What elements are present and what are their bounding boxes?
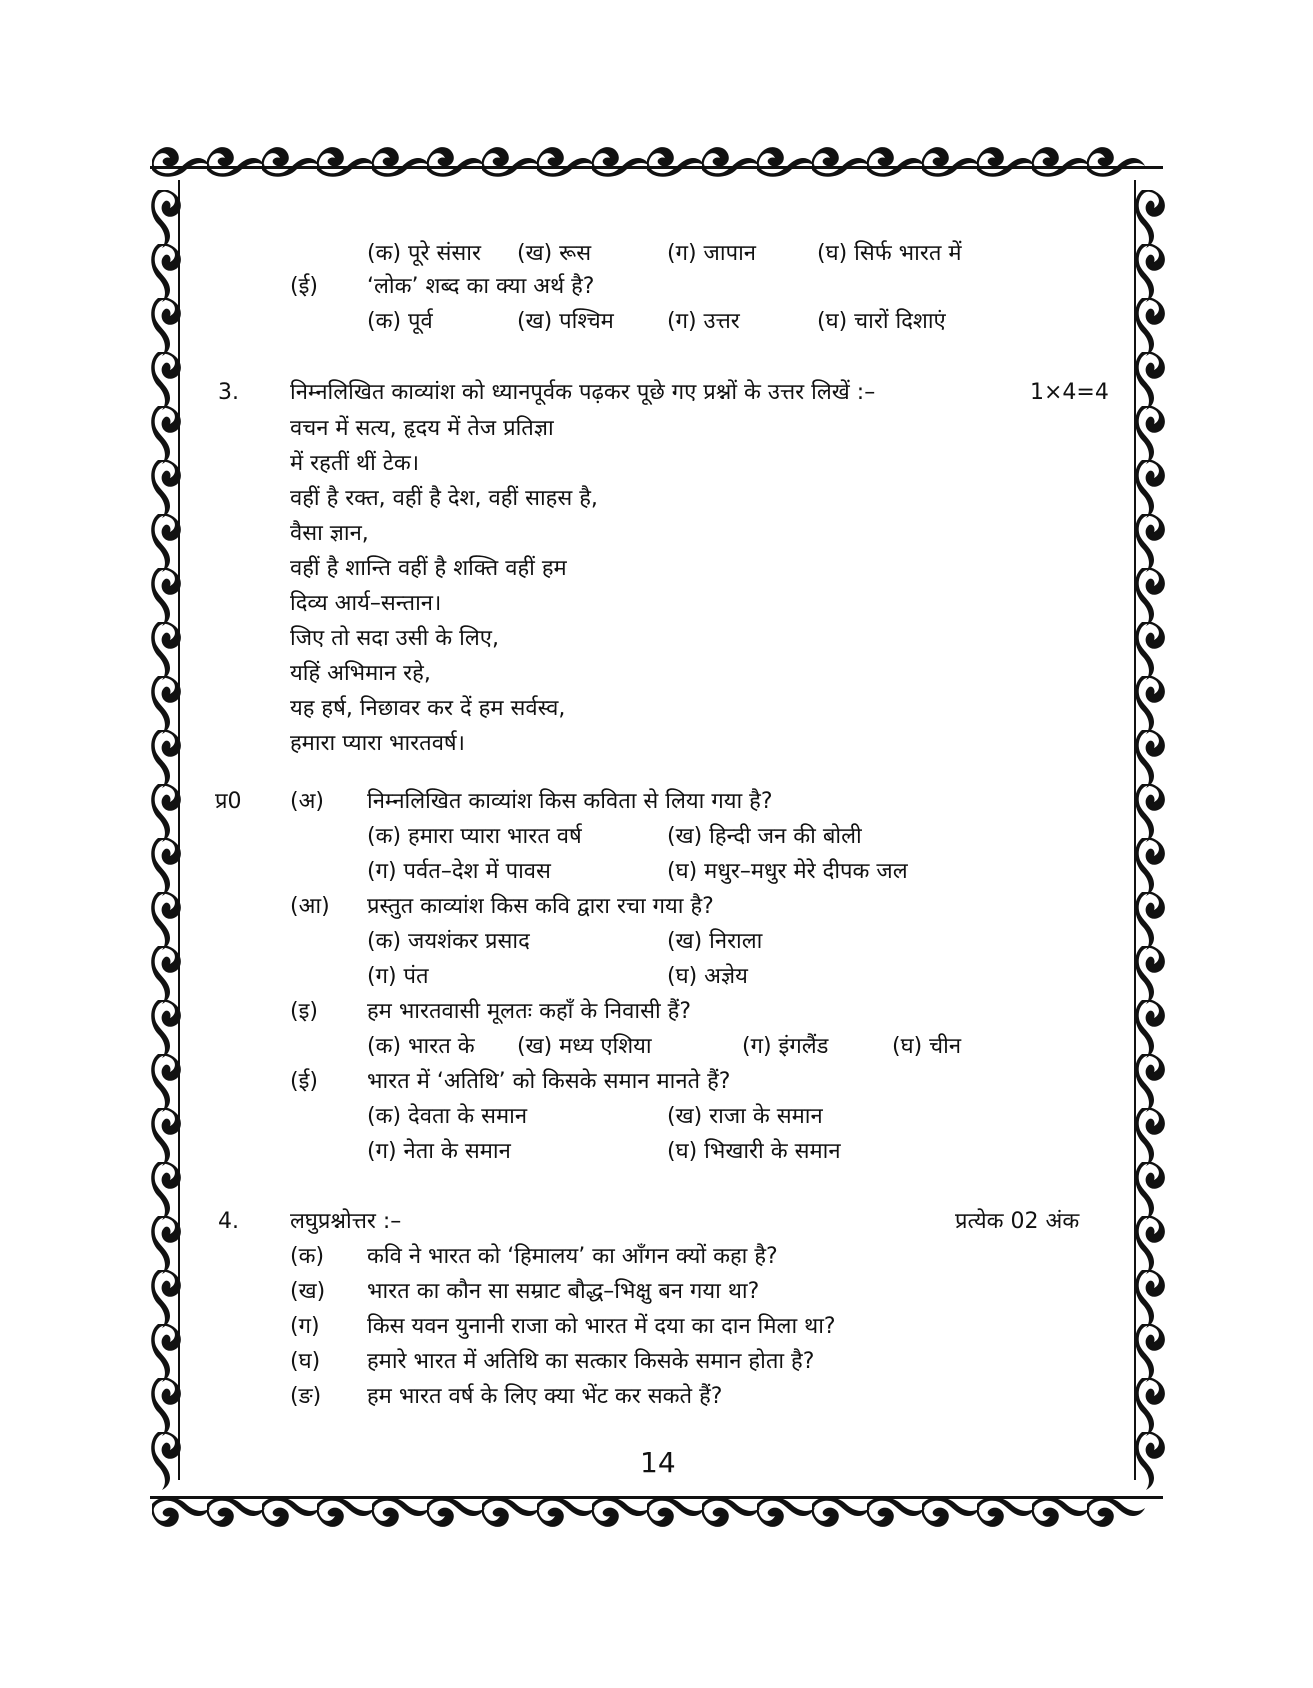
question-number: (ई) xyxy=(290,1069,318,1094)
option: (ख) पश्चिम xyxy=(517,309,614,334)
question-text: निम्नलिखित काव्यांश किस कविता से लिया गया है? xyxy=(367,789,773,814)
question-number: (क) xyxy=(290,1244,325,1269)
option: (घ) मधुर–मधुर मेरे दीपक जल xyxy=(667,859,908,884)
option: (घ) चीन xyxy=(892,1034,962,1059)
option: (घ) सिर्फ भारत में xyxy=(817,241,962,266)
option: (ख) निराला xyxy=(667,929,763,954)
question-text: भारत का कौन सा सम्राट बौद्ध–भिक्षु बन गया था? xyxy=(367,1279,760,1304)
question-number: (आ) xyxy=(290,894,330,919)
poem-line: हमारा प्यारा भारतवर्ष। xyxy=(290,731,465,756)
option: (घ) अज्ञेय xyxy=(667,964,748,989)
option: (क) पूर्व xyxy=(367,309,433,334)
question-text: ‘लोक’ शब्द का क्या अर्थ है? xyxy=(367,274,595,299)
option: (ग) जापान xyxy=(667,241,756,266)
question-number: (ङ) xyxy=(290,1384,322,1409)
question-number: (इ) xyxy=(290,999,318,1024)
question-text: प्रस्तुत काव्यांश किस कवि द्वारा रचा गया है? xyxy=(367,894,714,919)
question-text: हमारे भारत में अतिथि का सत्कार किसके समान होता है? xyxy=(367,1349,815,1374)
question-text: कवि ने भारत को ‘हिमालय’ का आँगन क्यों कहा है? xyxy=(367,1244,778,1269)
poem-line: यह हर्ष, निछावर कर दें हम सर्वस्व, xyxy=(290,696,566,721)
section-4-title: लघुप्रश्नोत्तर :– xyxy=(290,1209,402,1234)
option: (क) भारत के xyxy=(367,1034,475,1059)
question-number: (ई) xyxy=(290,274,318,299)
option: (ग) पंत xyxy=(367,964,429,989)
option: (ख) रूस xyxy=(517,241,592,266)
option: (ग) उत्तर xyxy=(667,309,740,334)
question-label: प्र0 xyxy=(215,789,242,814)
question-text: हम भारत वर्ष के लिए क्या भेंट कर सकते हैं? xyxy=(367,1384,723,1409)
option: (ख) हिन्दी जन की बोली xyxy=(667,824,862,849)
option: (क) हमारा प्यारा भारत वर्ष xyxy=(367,824,582,849)
option: (क) देवता के समान xyxy=(367,1104,528,1129)
option: (घ) चारों दिशाएं xyxy=(817,309,946,334)
option: (ख) राजा के समान xyxy=(667,1104,823,1129)
question-ee-top xyxy=(290,270,318,304)
poem-line: में रहतीं थीं टेक। xyxy=(290,451,420,476)
option: (घ) भिखारी के समान xyxy=(667,1139,841,1164)
section-4-number: 4. xyxy=(218,1209,239,1234)
poem-line: यहिं अभिमान रहे, xyxy=(290,661,431,686)
question-text: किस यवन युनानी राजा को भारत में दया का दान मिला था? xyxy=(367,1314,836,1339)
option: (ग) नेता के समान xyxy=(367,1139,511,1164)
option: (ग) इंगलैंड xyxy=(742,1034,829,1059)
option: (ख) मध्य एशिया xyxy=(517,1034,652,1059)
poem-line: जिए तो सदा उसी के लिए, xyxy=(290,626,499,651)
option: (क) जयशंकर प्रसाद xyxy=(367,929,530,954)
question-number: (ख) xyxy=(290,1279,326,1304)
question-text: हम भारतवासी मूलतः कहाँ के निवासी हैं? xyxy=(367,999,691,1024)
poem-line: वैसा ज्ञान, xyxy=(290,521,369,546)
section-4-marks: प्रत्येक 02 अंक xyxy=(955,1209,1080,1234)
question-number: (घ) xyxy=(290,1349,321,1374)
poem-line: वहीं है शान्ति वहीं है शक्ति वहीं हम xyxy=(290,556,567,581)
option: (क) पूरे संसार xyxy=(367,241,481,266)
option: (ग) पर्वत–देश में पावस xyxy=(367,859,551,884)
poem-line: दिव्य आर्य–सन्तान। xyxy=(290,591,442,616)
poem-line: वहीं है रक्त, वहीं है देश, वहीं साहस है, xyxy=(290,486,598,511)
question-number: (अ) xyxy=(290,789,324,814)
poem-line: वचन में सत्य, हृदय में तेज प्रतिज्ञा xyxy=(290,416,554,441)
section-3-instruction: निम्नलिखित काव्यांश को ध्यानपूर्वक पढ़कर पूछे गए प्रश्नों के उत्तर लिखें :– xyxy=(290,380,876,405)
question-number: (ग) xyxy=(290,1314,320,1339)
page-number: 14 xyxy=(640,1446,676,1479)
section-3-marks: 1×4=4 xyxy=(1030,380,1109,405)
section-3-number: 3. xyxy=(218,380,239,405)
question-text: भारत में ‘अतिथि’ को किसके समान मानते हैं? xyxy=(367,1069,731,1094)
